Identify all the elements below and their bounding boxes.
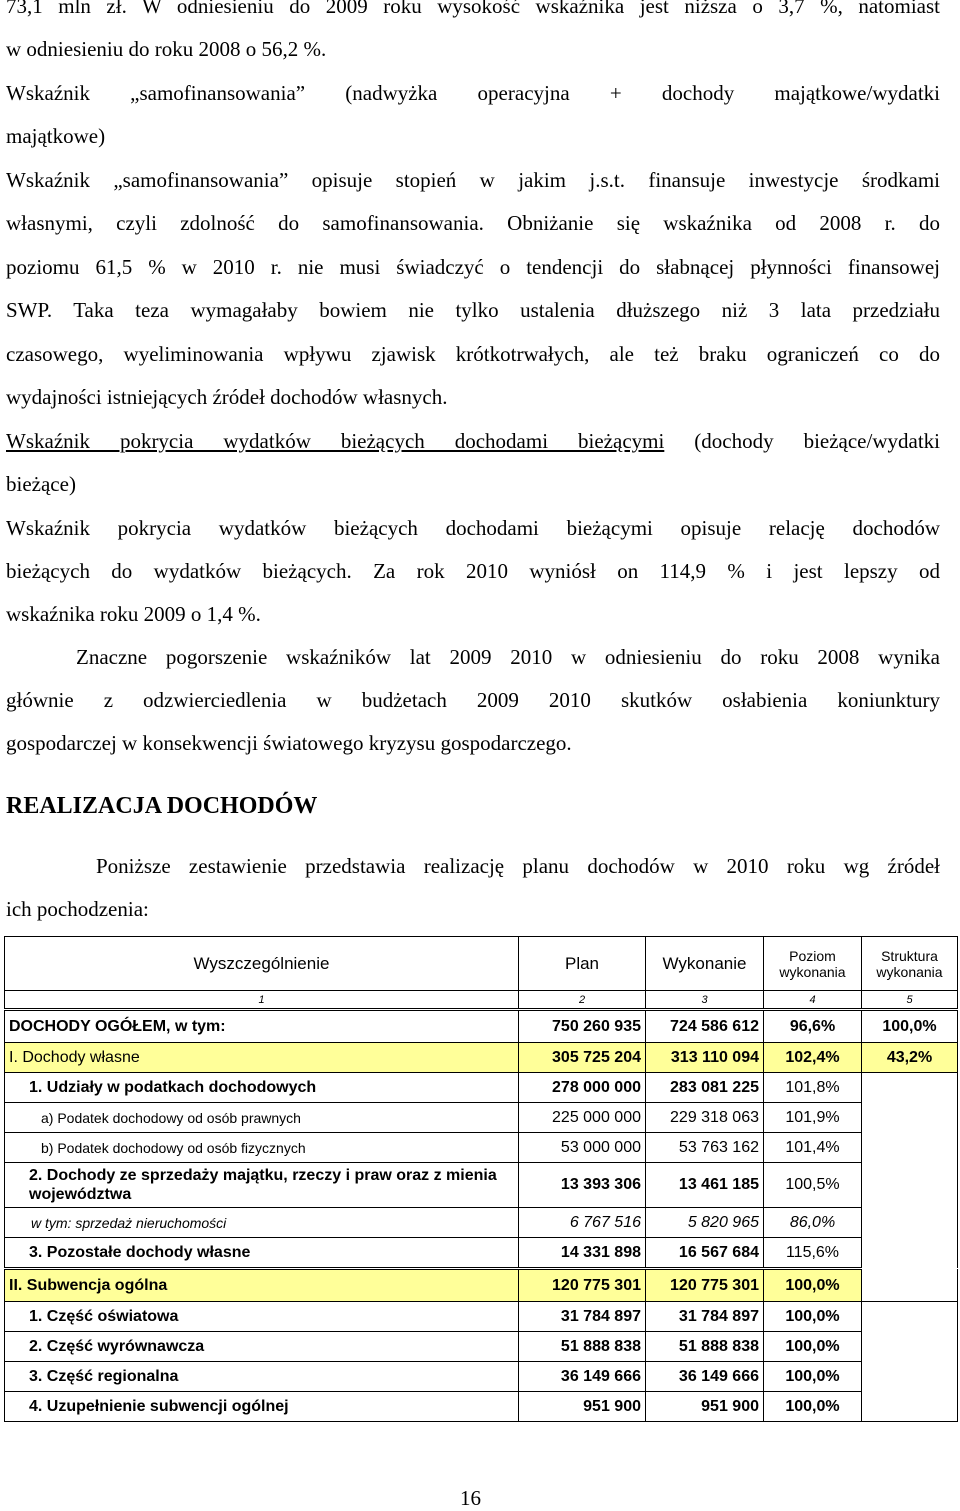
table-row: II. Subwencja ogólna 120 775 301 120 775 301 100,0% [5, 1269, 958, 1302]
paragraph-line: bieżących do wydatków bieżących. Za rok 2010 wyniósł on 114,9 % i jest lepszy od [6, 559, 940, 583]
section-title-line: bieżące) [6, 472, 76, 496]
table-row: b) Podatek dochodowy od osób fizycznych 53 000 000 53 763 162 101,4% [5, 1133, 958, 1163]
paragraph-line: własnymi, czyli zdolność do samofinansowania. Obniżanie się wskaźnika od 2008 r. do [6, 211, 940, 235]
underlined-title: Wskaźnik pokrycia wydatków bieżących dochodami bieżącymi [6, 429, 665, 453]
table-header-row [5, 937, 958, 991]
table-row: DOCHODY OGÓŁEM, w tym: 750 260 935 724 586 612 96,6% 100,0% [5, 1010, 958, 1043]
header-cell: Plan [519, 937, 646, 991]
table-row: 3. Część regionalna 36 149 666 36 149 666 100,0% [5, 1362, 958, 1392]
page-number: 16 [460, 1486, 481, 1510]
paragraph-line: w odniesieniu do roku 2008 o 56,2 %. [6, 37, 327, 61]
table-row: 1. Udziały w podatkach dochodowych 278 000 000 283 081 225 101,8% [5, 1073, 958, 1103]
table-row: 2. Część wyrównawcza 51 888 838 51 888 838 100,0% [5, 1332, 958, 1362]
paragraph-line: gospodarczej w konsekwencji światowego kryzysu gospodarczego. [6, 731, 572, 755]
section-title-line: Wskaźnik pokrycia wydatków bieżących dochodami bieżącymi (dochody bieżące/wydatki [6, 429, 940, 453]
table-row: w tym: sprzedaż nieruchomości 6 767 516 5 820 965 86,0% [5, 1208, 958, 1238]
header-cell: Poziom wykonania [764, 937, 862, 991]
paragraph-line: głównie z odzwierciedlenia w budżetach 2009 2010 skutków osłabienia koniunktury [6, 688, 940, 712]
paragraph-line: SWP. Taka teza wymagałaby bowiem nie tylko ustalenia dłuższego niż 3 lata przedziału [6, 298, 940, 322]
table-row: 1. Część oświatowa 31 784 897 31 784 897 100,0% [5, 1302, 958, 1332]
header-cell: Wykonanie [646, 937, 764, 991]
table-row: I. Dochody własne 305 725 204 313 110 094 102,4% 43,2% [5, 1043, 958, 1073]
revenue-table [4, 936, 958, 1422]
paragraph-line: poziomu 61,5 % w 2010 r. nie musi świadczyć o tendencji do słabnącej płynności finansowej [6, 255, 940, 279]
section-title-line: Wskaźnik „samofinansowania” (nadwyżka operacyjna + dochody majątkowe/wydatki [6, 81, 940, 105]
paragraph-line: 73,1 mln zł. W odniesieniu do 2009 roku wysokość wskaźnika jest niższa o 3,7 %, natomiast [6, 0, 940, 18]
paragraph-line: wydajności istniejących źródeł dochodów własnych. [6, 385, 448, 409]
header-cell: Wyszczególnienie [5, 937, 519, 991]
paragraph-line: Wskaźnik pokrycia wydatków bieżących dochodami bieżącymi opisuje relację dochodów [6, 516, 940, 540]
table-row: a) Podatek dochodowy od osób prawnych 225 000 000 229 318 063 101,9% [5, 1103, 958, 1133]
paragraph-line: wskaźnika roku 2009 o 1,4 %. [6, 602, 261, 626]
paragraph-line: Poniższe zestawienie przedstawia realizację planu dochodów w 2010 roku wg źródeł [96, 854, 940, 878]
paragraph-line: ich pochodzenia: [6, 897, 149, 921]
paragraph-line: Znaczne pogorszenie wskaźników lat 2009 2010 w odniesieniu do roku 2008 wynika [76, 645, 940, 669]
column-number-row: 1 2 3 4 5 [5, 991, 958, 1010]
paragraph-line: Wskaźnik „samofinansowania” opisuje stopień w jakim j.s.t. finansuje inwestycje środkami [6, 168, 940, 192]
section-heading: REALIZACJA DOCHODÓW [6, 793, 318, 819]
table-row: 2. Dochody ze sprzedaży majątku, rzeczy i praw oraz z mienia województwa 13 393 306 13 461 185 100,5% [5, 1163, 958, 1208]
header-cell: Struktura wykonania [862, 937, 958, 991]
paragraph-line: czasowego, wyeliminowania wpływu zjawisk krótkotrwałych, ale też braku ograniczeń co do [6, 342, 940, 366]
table-row: 3. Pozostałe dochody własne 14 331 898 16 567 684 115,6% [5, 1238, 958, 1269]
table-row: 4. Uzupełnienie subwencji ogólnej 951 900 951 900 100,0% [5, 1392, 958, 1422]
section-title-line: majątkowe) [6, 124, 106, 148]
